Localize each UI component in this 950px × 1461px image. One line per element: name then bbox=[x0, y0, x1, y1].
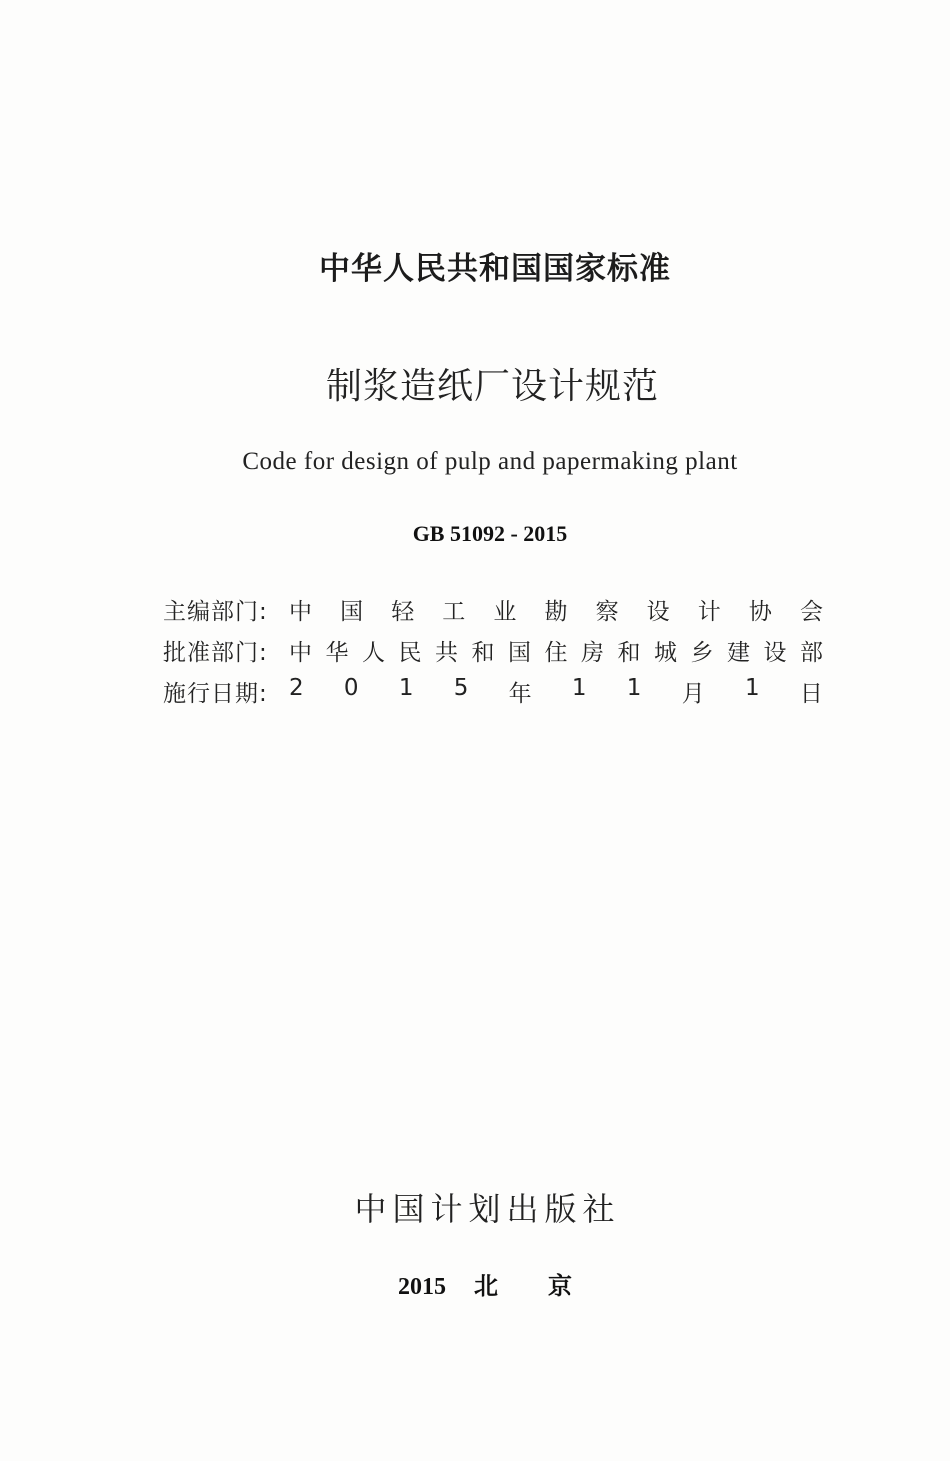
approver-char: 国 bbox=[508, 640, 531, 666]
publisher-name: 中国计划出版社 bbox=[354, 1190, 621, 1228]
approver-char: 共 bbox=[435, 640, 458, 666]
effective-date-char: 日 bbox=[799, 681, 823, 707]
document-title-english: Code for design of pulp and papermaking plant bbox=[242, 448, 738, 475]
approver-char: 中 bbox=[289, 640, 312, 666]
document-title-chinese: 制浆造纸厂设计规范 bbox=[325, 366, 659, 407]
editor-label: 主编部门: bbox=[163, 599, 268, 625]
publication-place bbox=[0, 1266, 950, 1301]
approver-char: 和 bbox=[617, 640, 641, 666]
approver-char: 城 bbox=[654, 640, 677, 666]
editor-char: 协 bbox=[748, 599, 772, 625]
approver-char: 人 bbox=[362, 640, 385, 666]
publication-city-first: 北 bbox=[474, 1272, 498, 1300]
approver-row bbox=[163, 630, 823, 671]
effective-date-char: 1 bbox=[571, 675, 587, 701]
editor-char: 国 bbox=[340, 599, 364, 625]
approver-char: 住 bbox=[544, 640, 568, 666]
editor-row bbox=[163, 589, 823, 630]
editor-char: 勘 bbox=[544, 599, 568, 625]
effective-date-char: 1 bbox=[398, 675, 414, 701]
editor-char: 轻 bbox=[391, 599, 415, 625]
effective-date-char: 1 bbox=[626, 675, 642, 701]
editor-char: 设 bbox=[646, 599, 670, 625]
approver-char: 乡 bbox=[690, 640, 714, 666]
editor-char: 计 bbox=[697, 599, 721, 625]
effective-date-char: 1 bbox=[744, 675, 760, 701]
approver-char: 和 bbox=[471, 640, 495, 666]
approver-char: 房 bbox=[581, 640, 604, 666]
national-standard-heading: 中华人民共和国国家标准 bbox=[319, 251, 671, 287]
editor-char: 工 bbox=[442, 599, 466, 625]
publication-year: 2015 bbox=[398, 1274, 446, 1300]
standard-code: GB 51092 - 2015 bbox=[412, 521, 568, 546]
editor-char: 察 bbox=[595, 599, 619, 625]
effective-date-char: 2 bbox=[289, 675, 304, 701]
editor-value bbox=[289, 593, 823, 626]
effective-date-value bbox=[289, 675, 823, 708]
effective-date-char: 月 bbox=[681, 681, 705, 707]
approver-char: 部 bbox=[800, 640, 823, 666]
effective-date-label: 施行日期: bbox=[163, 681, 268, 707]
effective-date-row bbox=[163, 671, 823, 712]
approver-label: 批准部门: bbox=[163, 640, 268, 666]
info-block bbox=[163, 589, 823, 712]
effective-date-char: 0 bbox=[343, 675, 359, 701]
approver-char: 建 bbox=[727, 640, 750, 666]
publication-city-second: 京 bbox=[548, 1272, 572, 1300]
approver-char: 民 bbox=[398, 640, 422, 666]
approver-value bbox=[289, 634, 823, 667]
approver-char: 华 bbox=[325, 640, 349, 666]
editor-char: 中 bbox=[289, 599, 312, 625]
effective-date-char: 5 bbox=[453, 675, 469, 701]
editor-char: 业 bbox=[493, 599, 517, 625]
approver-char: 设 bbox=[763, 640, 787, 666]
effective-date-char: 年 bbox=[508, 681, 532, 707]
editor-char: 会 bbox=[799, 599, 823, 625]
